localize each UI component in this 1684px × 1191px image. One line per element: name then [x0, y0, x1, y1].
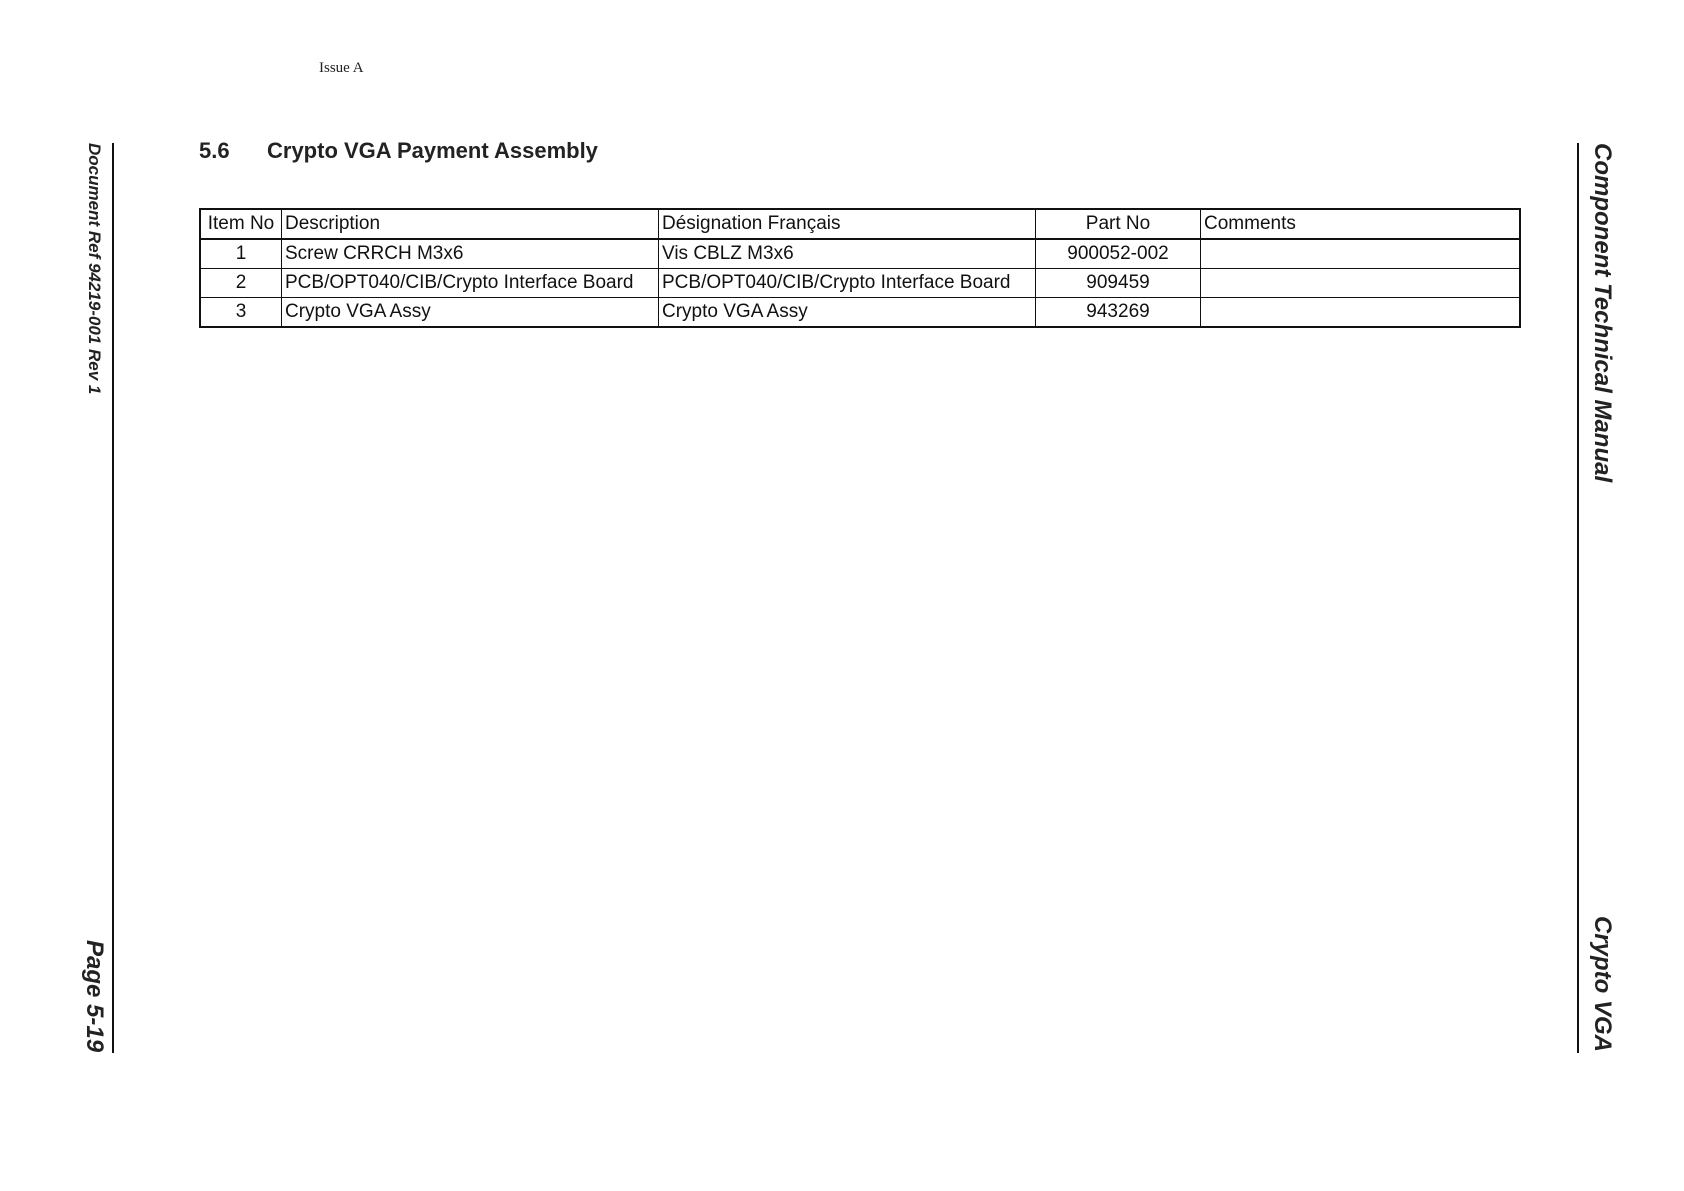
- cell-designation: Vis CBLZ M3x6: [659, 239, 1036, 269]
- section-heading: [199, 138, 598, 164]
- cell-item-no: 1: [200, 239, 282, 269]
- column-header-designation: Désignation Français: [659, 209, 1036, 239]
- cell-comments: [1201, 269, 1521, 298]
- cell-item-no: 3: [200, 298, 282, 328]
- cell-description: Crypto VGA Assy: [282, 298, 659, 328]
- table-header-row: [200, 209, 1520, 239]
- column-header-item-no: Item No: [200, 209, 282, 239]
- manual-title: Component Technical Manual: [1589, 143, 1616, 483]
- table-row: [200, 298, 1520, 328]
- column-header-comments: Comments: [1201, 209, 1521, 239]
- table-row: [200, 239, 1520, 269]
- cell-description: Screw CRRCH M3x6: [282, 239, 659, 269]
- cell-description: PCB/OPT040/CIB/Crypto Interface Board: [282, 269, 659, 298]
- table-row: [200, 269, 1520, 298]
- cell-comments: [1201, 298, 1521, 328]
- parts-table: [199, 208, 1521, 328]
- cell-comments: [1201, 239, 1521, 269]
- page-number: Page 5-19: [81, 940, 108, 1053]
- section-title: Crypto VGA Payment Assembly: [267, 138, 598, 163]
- cell-part-no: 943269: [1036, 298, 1201, 328]
- column-header-part-no: Part No: [1036, 209, 1201, 239]
- right-margin-rule: [1577, 143, 1579, 1053]
- cell-item-no: 2: [200, 269, 282, 298]
- cell-part-no: 909459: [1036, 269, 1201, 298]
- issue-label: Issue A: [319, 60, 364, 76]
- column-header-description: Description: [282, 209, 659, 239]
- cell-designation: PCB/OPT040/CIB/Crypto Interface Board: [659, 269, 1036, 298]
- left-margin-rule: [112, 143, 114, 1053]
- section-number: 5.6: [199, 138, 230, 163]
- cell-designation: Crypto VGA Assy: [659, 298, 1036, 328]
- manual-section-name: Crypto VGA: [1589, 916, 1616, 1053]
- cell-part-no: 900052-002: [1036, 239, 1201, 269]
- document-reference: Document Ref 94219-001 Rev 1: [85, 143, 104, 395]
